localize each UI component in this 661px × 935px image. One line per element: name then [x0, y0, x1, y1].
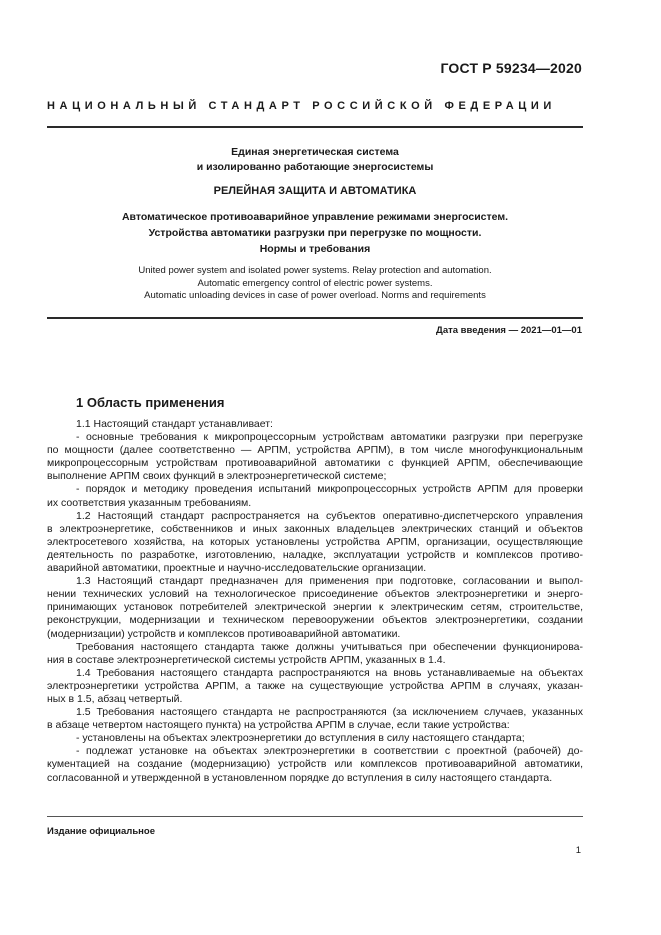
section-heading: 1 Область применения [76, 395, 225, 410]
body-line: 1.2 Настоящий стандарт распространяется на субъектов оперативно-диспетчерского управления [76, 509, 583, 522]
body-line: 1.1 Настоящий стандарт устанавливает: [76, 418, 273, 430]
body-line: - установлены на объектах электроэнергетики до вступления в силу настоящего стандарта; [76, 732, 525, 745]
body-line: нении технических условий на технологическое присоединение объектов электроэнергетики и энерго- [47, 588, 583, 601]
body-line: - порядок и методику проведения испытаний микропроцессорных устройств АРПМ для проверки [76, 483, 583, 496]
standard-number: ГОСТ Р 59234—2020 [440, 60, 582, 76]
middle-divider [47, 317, 583, 319]
system-title-line: Единая энергетическая система [231, 146, 399, 158]
english-title-line: Automatic unloading devices in case of power overload. Norms and requirements [144, 290, 486, 301]
english-title [47, 265, 583, 303]
body-line: реконструкции, модернизации и техническом перевооружении объектов электроэнергетики, создании [47, 614, 583, 627]
body-line: (модернизации) устройств и комплексов противоаварийной автоматики. [47, 627, 401, 640]
introduction-date: Дата введения — 2021—01—01 [436, 325, 582, 336]
body-line: ния в составе электроэнергетической системы устройств АРПМ, указанных в 1.4. [47, 653, 446, 666]
body-line: принимающих установок потребителей электрической энергии к электрическим сетям, строительстве, [47, 601, 583, 614]
english-title-line: Automatic emergency control of electric power systems. [197, 277, 433, 289]
body-line: в электроэнергетике, собственников и иных законных владельцев электрических станций и объектов [47, 522, 583, 535]
body-line: 1.3 Настоящий стандарт предназначен для применения при подготовке, согласовании и выпол- [76, 575, 583, 588]
body-line: ных в 1.5, абзац четвертый. [47, 692, 183, 705]
page-number: 1 [575, 845, 581, 856]
body-line: кументацией на создание (модернизацию) устройств или комплексов противоаварийной автоматики, [47, 758, 583, 771]
body-line: 1.4 Требования настоящего стандарта распространяются на вновь устанавливаемые на объектах [76, 666, 583, 679]
subtitle-line: Устройства автоматики разгрузки при перегрузке по мощности. [148, 227, 482, 239]
national-standard-banner: НАЦИОНАЛЬНЫЙ СТАНДАРТ РОССИЙСКОЙ ФЕДЕРАЦИИ [47, 100, 556, 112]
body-line: по мощности (далее соответственно — АРПМ, устройства АРПМ), в том числе многофункциональным [47, 444, 583, 457]
subtitle-line: Нормы и требования [259, 243, 371, 255]
body-line: их соответствия указанным требованиям. [47, 496, 252, 509]
body-line: микропроцессорным устройствам противоаварийной автоматики с функцией АРПМ, обеспечивающие [47, 457, 583, 470]
body-line: выполнение АРПМ своих функций в электроэнергетической системе; [47, 470, 387, 483]
subtitle [47, 209, 583, 257]
body-line: - подлежат установке на объектах электроэнергетики в соответствии с проектной (рабочей) до- [76, 745, 583, 758]
top-divider [47, 126, 583, 128]
system-title [47, 145, 583, 175]
main-title: РЕЛЕЙНАЯ ЗАЩИТА И АВТОМАТИКА [213, 185, 417, 197]
body-line: аварийной автоматики, проектные и научно-исследовательские организации. [47, 562, 427, 575]
body-line: электроэнергетики устройства АРПМ, а также на существующие устройства АРПМ в случаях, указан- [47, 679, 583, 692]
system-title-line: и изолированно работающие энергосистемы [196, 161, 434, 173]
body-line: согласованной и утвержденной в установленном порядке до вступления в силу настоящего стандарта. [47, 771, 553, 784]
body-line: 1.5 Требования настоящего стандарта не распространяются (за исключением случаев, указанных [76, 706, 583, 719]
body-line: электросетевого хозяйства, на которых установлены устройства АРПМ, организации, осуществляющие [47, 535, 583, 548]
body-line: в абзаце четвертом настоящего пункта) на устройства АРПМ в случае, если такие устройства: [47, 719, 510, 732]
footer-divider [47, 816, 583, 817]
english-title-line: United power system and isolated power systems. Relay protection and automation. [138, 265, 492, 276]
body-line: Требования настоящего стандарта также должны учитываться при обеспечении функционирова- [76, 640, 583, 653]
official-edition-label: Издание официальное [47, 826, 155, 837]
body-line: деятельность по разработке, изготовлению, наладке, эксплуатации устройств и комплексов противо- [47, 548, 583, 561]
section-body [47, 418, 583, 785]
subtitle-line: Автоматическое противоаварийное управление режимами энергосистем. [121, 211, 509, 223]
body-line: - основные требования к микропроцессорным устройствам автоматики разгрузки при перегрузке [76, 431, 583, 444]
